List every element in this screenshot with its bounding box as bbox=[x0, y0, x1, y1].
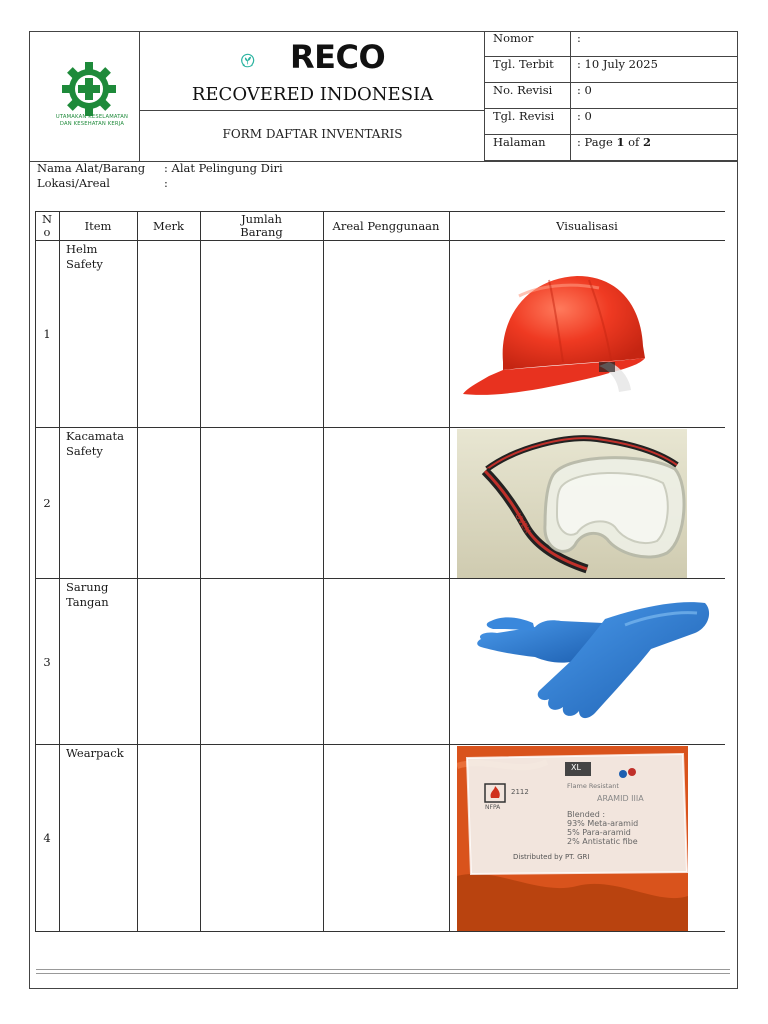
table-rule bbox=[449, 211, 450, 931]
column-header-item: Item bbox=[84, 219, 112, 233]
meta-value: : 0 bbox=[570, 83, 592, 109]
info-value: : bbox=[164, 176, 168, 190]
meta-value: : 0 bbox=[570, 109, 592, 135]
brand-wordmark: RECO bbox=[290, 38, 386, 76]
table-rule bbox=[35, 211, 725, 212]
column-header-areal: Areal Penggunaan bbox=[332, 219, 440, 233]
meta-label: Tgl. Revisi bbox=[493, 109, 555, 123]
svg-text:UVEX: UVEX bbox=[513, 511, 532, 535]
row-number: 2 bbox=[43, 496, 51, 510]
meta-row-nomor bbox=[485, 31, 738, 57]
table-rule bbox=[137, 211, 138, 931]
column-header-no: N o bbox=[41, 212, 53, 239]
blue-rubber-gloves-image bbox=[475, 595, 711, 725]
footer-rule-bottom bbox=[36, 973, 730, 974]
meta-row-no-revisi bbox=[485, 83, 738, 109]
footer-rule-top bbox=[36, 969, 730, 970]
wearpack-resistant-label: Flame Resistant bbox=[567, 782, 619, 790]
document-meta-table bbox=[485, 31, 738, 161]
meta-row-halaman bbox=[485, 135, 738, 161]
orange-wearpack-package-image bbox=[457, 746, 688, 931]
item-name: Sarung Tangan bbox=[66, 580, 109, 609]
meta-value-page: : Page 1 of 2 bbox=[570, 135, 651, 161]
meta-label: No. Revisi bbox=[493, 83, 553, 97]
wearpack-nfpa-label: NFPA bbox=[485, 804, 501, 811]
meta-label: Tgl. Terbit bbox=[493, 57, 554, 71]
meta-label: Halaman bbox=[493, 135, 546, 149]
reco-leaf-logo-icon bbox=[240, 36, 290, 86]
meta-value: : bbox=[570, 31, 581, 57]
header-divider bbox=[140, 110, 485, 111]
wearpack-composition: Blended : 93% Meta-aramid 5% Para-aramid 2% Antistatic fibe bbox=[567, 810, 639, 846]
table-rule bbox=[323, 211, 324, 931]
item-name: Helm Safety bbox=[66, 242, 103, 271]
item-name: Kacamata Safety bbox=[66, 429, 124, 458]
wearpack-size-label: XL bbox=[571, 763, 581, 772]
form-title: FORM DAFTAR INVENTARIS bbox=[222, 127, 403, 141]
table-rule bbox=[200, 211, 201, 931]
item-name: Wearpack bbox=[66, 746, 124, 760]
info-label: Lokasi/Areal bbox=[37, 176, 110, 190]
table-rule bbox=[35, 427, 725, 428]
column-header-merk: Merk bbox=[152, 219, 185, 233]
table-rule bbox=[35, 931, 725, 932]
safety-goggles-image bbox=[457, 429, 687, 578]
table-rule bbox=[35, 211, 36, 931]
red-safety-helmet-image bbox=[459, 266, 651, 399]
meta-row-tgl-revisi bbox=[485, 109, 738, 135]
wearpack-code-label: 2112 bbox=[511, 788, 529, 796]
k3-caption: UTAMAKAN KESELAMATAN DAN KESEHATAN KERJA bbox=[55, 114, 129, 127]
table-rule bbox=[35, 744, 725, 745]
column-header-visualisasi: Visualisasi bbox=[556, 219, 618, 233]
company-name: RECOVERED INDONESIA bbox=[191, 84, 434, 105]
meta-row-tgl-terbit bbox=[485, 57, 738, 83]
wearpack-brand-label: ARAMID IIIA bbox=[597, 794, 644, 803]
meta-value: : 10 July 2025 bbox=[570, 57, 658, 83]
table-rule bbox=[35, 578, 725, 579]
column-header-jumlah: Jumlah Barang bbox=[240, 212, 283, 239]
info-label: Nama Alat/Barang bbox=[37, 161, 146, 175]
row-number: 4 bbox=[43, 831, 51, 845]
wearpack-distributor-label: Distributed by PT. GRI bbox=[513, 853, 590, 861]
meta-label: Nomor bbox=[493, 31, 534, 45]
row-number: 3 bbox=[43, 655, 51, 669]
row-number: 1 bbox=[43, 327, 51, 341]
info-value: : Alat Pelingung Diri bbox=[164, 161, 283, 175]
table-rule bbox=[59, 211, 60, 931]
table-rule bbox=[35, 240, 725, 241]
